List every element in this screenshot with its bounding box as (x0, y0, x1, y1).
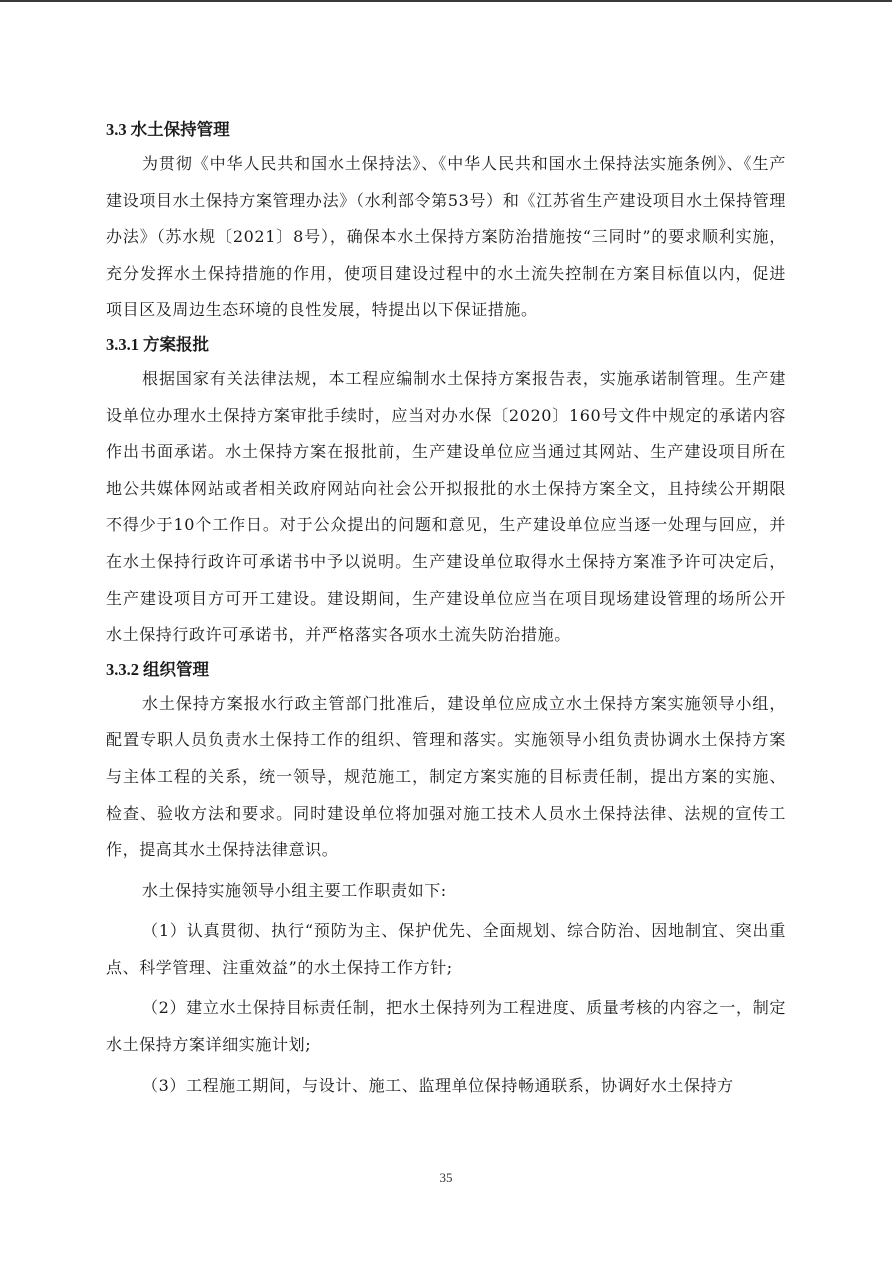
subsection-2-number: 3.3.2 (106, 659, 139, 679)
duties-intro-paragraph: 水土保持实施领导小组主要工作职责如下: (142, 880, 447, 900)
section-number: 3.3 (106, 120, 127, 139)
document-page (106, 114, 786, 1104)
subsection-2-title: 组织管理 (143, 659, 209, 679)
duty-item-3: （3）工程施工期间，与设计、施工、监理单位保持畅通联系，协调好水土保持方 (142, 1075, 734, 1095)
subsection-2-paragraph: 水土保持方案报水行政主管部门批准后，建设单位应成立水土保持方案实施领导小组，配置专职人员负责水土保持工作的组织、管理和落实。实施领导小组负责协调水土保持方案与主体工程的关系，统一领导，规范施工，制定方案实施的目标责任制，提出方案的实施、检查、验收方法和要求。同时建设单位将加强对施工技术人员水土保持法律、法规的宣传工作，提高其水土保持法律意识。 (106, 693, 786, 860)
subsection-1-number: 3.3.1 (106, 334, 139, 354)
section-heading (106, 114, 786, 146)
subsection-1-heading (106, 329, 786, 361)
section-title: 水土保持管理 (130, 120, 230, 139)
duty-item-2: （2）建立水土保持目标责任制，把水土保持列为工程进度、质量考核的内容之一，制定水土保持方案详细实施计划; (106, 998, 786, 1055)
subsection-1-paragraph: 根据国家有关法律法规，本工程应编制水土保持方案报告表，实施承诺制管理。生产建设单位办理水土保持方案审批手续时，应当对办水保〔2020〕160号文件中规定的承诺内容作出书面承诺。水土保持方案在报批前，生产建设单位应当通过其网站、生产建设项目所在地公共媒体网站或者相关政府网站向社会公开拟报批的水土保持方案全文，且持续公开期限不得少于10个工作日。对于公众提出的问题和意见，生产建设单位应当逐一处理与回应，并在水土保持行政许可承诺书中予以说明。生产建设单位取得水土保持方案准予许可决定后，生产建设项目方可开工建设。建设期间，生产建设单位应当在项目现场建设管理的场所公开水土保持行政许可承诺书，并严格落实各项水土流失防治措施。 (106, 368, 786, 645)
subsection-2-heading (106, 654, 786, 686)
page-number: 35 (439, 1170, 453, 1185)
top-border-rule (0, 0, 892, 2)
section-intro-paragraph: 为贯彻《中华人民共和国水土保持法》、《中华人民共和国水土保持法实施条例》、《生产建设项目水土保持方案管理办法》（水利部令第53号）和《江苏省生产建设项目水土保持管理办法》（苏水规〔2021〕8号），确保本水土保持方案防治措施按“三同时”的要求顺利实施，充分发挥水土保持措施的作用，使项目建设过程中的水土流失控制在方案目标值以内，促进项目区及周边生态环境的良性发展，特提出以下保证措施。 (106, 154, 786, 320)
subsection-1-title: 方案报批 (143, 334, 209, 354)
duty-item-1: （1）认真贯彻、执行“预防为主、保护优先、全面规划、综合防治、因地制宜、突出重点、科学管理、注重效益”的水土保持工作方针; (106, 921, 786, 977)
